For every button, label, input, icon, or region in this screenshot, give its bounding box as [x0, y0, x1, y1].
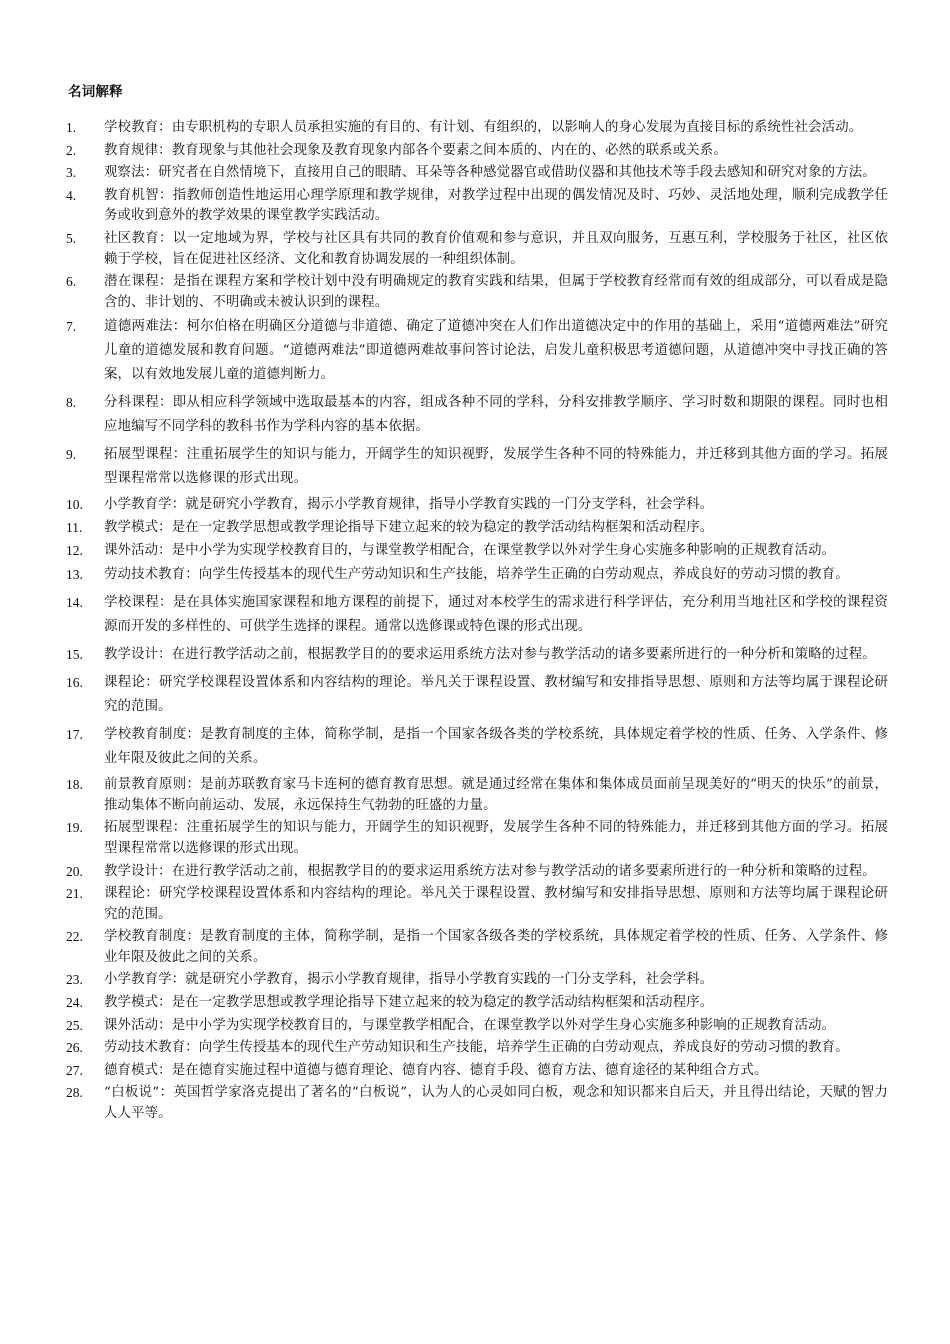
- item-number: 15.: [66, 647, 83, 663]
- item-number: 18.: [66, 777, 83, 793]
- list-item: [66, 970, 888, 991]
- list-item: [66, 1061, 888, 1082]
- item-definition: 小学教育学：就是研究小学教育，揭示小学教育规律，指导小学教育实践的一门分支学科，社会学科。: [104, 972, 714, 988]
- list-item: [66, 443, 888, 491]
- list-item: [66, 1083, 888, 1124]
- item-number: 20.: [66, 863, 83, 879]
- list-item: [66, 818, 888, 859]
- item-number: 16.: [66, 675, 83, 691]
- list-item: [66, 862, 888, 883]
- item-definition: 分科课程：即从相应科学领域中选取最基本的内容，组成各种不同的学科，分科安排教学顺序、学习时数和期限的课程。同时也相应地编写不同学科的教科书作为学科内容的基本依据。: [104, 395, 888, 435]
- item-definition: 拓展型课程：注重拓展学生的知识与能力，开阔学生的知识视野，发展学生各种不同的特殊能力，并迁移到其他方面的学习。拓展型课程常常以选修课的形式出现。: [104, 447, 888, 487]
- item-number: 4.: [66, 187, 77, 203]
- list-item: [66, 118, 888, 139]
- list-item: [66, 186, 888, 227]
- item-definition: 拓展型课程：注重拓展学生的知识与能力，开阔学生的知识视野，发展学生各种不同的特殊能力，并迁移到其他方面的学习。拓展型课程常常以选修课的形式出现。: [104, 820, 888, 856]
- list-item: [66, 563, 888, 587]
- item-number: 9.: [66, 447, 77, 463]
- item-definition: 教育规律：教育现象与其他社会现象及教育现象内部各个要素之间本质的、内在的、必然的联系或关系。: [104, 142, 727, 158]
- item-definition: 课程论：研究学校课程设置体系和内容结构的理论。举凡关于课程设置、教材编写和安排指导思想、原则和方法等均属于课程论研究的范围。: [104, 886, 888, 922]
- list-item: [66, 315, 888, 387]
- list-item: [66, 141, 888, 162]
- item-number: 27.: [66, 1062, 83, 1078]
- item-definition: 学校教育制度：是教育制度的主体，简称学制，是指一个国家各级各类的学校系统，具体规定着学校的性质、任务、入学条件、修业年限及彼此之间的关系。: [104, 929, 888, 965]
- item-definition: 学校课程：是在具体实施国家课程和地方课程的前提下，通过对本校学生的需求进行科学评估，充分利用当地社区和学校的课程资源而开发的多样性的、可供学生选择的课程。通常以选修课或特色课的形式出现。: [104, 595, 888, 635]
- item-definition: 教学模式：是在一定教学思想或教学理论指导下建立起来的较为稳定的教学活动结构框架和活动程序。: [104, 995, 714, 1011]
- item-number: 26.: [66, 1040, 83, 1056]
- list-item: [66, 775, 888, 816]
- item-number: 11.: [66, 519, 83, 535]
- item-number: 8.: [66, 395, 77, 411]
- list-item: [66, 272, 888, 313]
- item-definition: 潜在课程：是指在课程方案和学校计划中没有明确规定的教育实践和结果，但属于学校教育经常而有效的组成部分，可以看成是隐含的、非计划的、不明确或未被认识到的课程。: [104, 274, 888, 310]
- item-definition: 社区教育：以一定地域为界，学校与社区具有共同的教育价值观和参与意识，并且双向服务，互惠互利，学校服务于社区，社区依赖于学校，旨在促进社区经济、文化和教育协调发展的一种组织体制。: [104, 230, 888, 267]
- item-number: 3.: [66, 165, 77, 181]
- list-item: [66, 391, 888, 439]
- list-item: [66, 495, 888, 516]
- item-definition: “白板说”：英国哲学家洛克提出了著名的“白板说”，认为人的心灵如同白板，观念和知识都来自后天，并且得出结论，天赋的智力人人平等。: [104, 1085, 888, 1122]
- list-item: [66, 591, 888, 639]
- item-number: 28.: [66, 1085, 83, 1101]
- item-number: 23.: [66, 972, 83, 988]
- item-number: 19.: [66, 820, 83, 836]
- item-number: 5.: [66, 230, 77, 246]
- item-number: 24.: [66, 995, 83, 1011]
- item-definition: 教学模式：是在一定教学思想或教学理论指导下建立起来的较为稳定的教学活动结构框架和活动程序。: [104, 519, 714, 535]
- page-heading: 名词解释: [68, 84, 123, 100]
- item-definition: 学校教育制度：是教育制度的主体，简称学制，是指一个国家各级各类的学校系统，具体规定着学校的性质、任务、入学条件、修业年限及彼此之间的关系。: [104, 727, 888, 767]
- item-number: 25.: [66, 1017, 83, 1033]
- list-item: [66, 671, 888, 719]
- item-number: 10.: [66, 497, 83, 513]
- list-item: [66, 229, 888, 270]
- item-definition: 小学教育学：就是研究小学教育，揭示小学教育规律，指导小学教育实践的一门分支学科，社会学科。: [104, 497, 714, 513]
- list-item: [66, 1038, 888, 1059]
- item-definition: 劳动技术教育：向学生传授基本的现代生产劳动知识和生产技能，培养学生正确的白劳动观点，养成良好的劳动习惯的教育。: [104, 567, 849, 583]
- item-definition: 前景教育原则：是前苏联教育家马卡连柯的德育教育思想。就是通过经常在集体和集体成员面前呈现美好的“明天的快乐”的前景，推动集体不断向前运动、发展，永远保持生气勃勃的旺盛的力量。: [104, 777, 888, 813]
- list-item: [66, 518, 888, 539]
- item-number: 22.: [66, 929, 83, 945]
- list-item: [66, 1016, 888, 1037]
- item-definition: 道德两难法：柯尔伯格在明确区分道德与非道德、确定了道德冲突在人们作出道德决定中的作用的基础上，采用“道德两难法”研究儿童的道德发展和教育问题。“道德两难法”即道德两难故事问答讨论法，启发儿童积极思考道德问题，从道德冲突中寻找正确的答案，以有效地发展儿童的道德判断力。: [104, 319, 888, 383]
- item-number: 17.: [66, 727, 83, 743]
- item-number: 12.: [66, 542, 83, 558]
- item-definition: 课外活动：是中小学为实现学校教育目的，与课堂教学相配合，在课堂教学以外对学生身心实施多种影响的正规教育活动。: [104, 542, 836, 558]
- item-definition: 课程论：研究学校课程设置体系和内容结构的理论。举凡关于课程设置、教材编写和安排指导思想、原则和方法等均属于课程论研究的范围。: [104, 675, 888, 715]
- list-item: [66, 541, 888, 562]
- item-number: 1.: [66, 120, 77, 135]
- list-item: [66, 643, 888, 667]
- item-definition: 教学设计：在进行教学活动之前，根据教学目的的要求运用系统方法对参与教学活动的诸多要素所进行的一种分析和策略的过程。: [104, 647, 876, 663]
- term-list: [66, 118, 888, 1127]
- list-item: [66, 723, 888, 771]
- list-item: [66, 884, 888, 925]
- item-definition: 劳动技术教育：向学生传授基本的现代生产劳动知识和生产技能，培养学生正确的白劳动观点，养成良好的劳动习惯的教育。: [104, 1040, 849, 1056]
- list-item: [66, 163, 888, 184]
- item-definition: 课外活动：是中小学为实现学校教育目的，与课堂教学相配合，在课堂教学以外对学生身心实施多种影响的正规教育活动。: [104, 1017, 836, 1033]
- item-number: 21.: [66, 886, 83, 902]
- item-definition: 学校教育：由专职机构的专职人员承担实施的有目的、有计划、有组织的，以影响人的身心发展为直接目标的系统性社会活动。: [104, 120, 863, 135]
- item-definition: 观察法：研究者在自然情境下，直接用自己的眼睛、耳朵等各种感觉器官或借助仪器和其他技术等手段去感知和研究对象的方法。: [104, 165, 876, 181]
- item-number: 14.: [66, 595, 83, 611]
- item-definition: 教育机智：指教师创造性地运用心理学原理和教学规律，对教学过程中出现的偶发情况及时、巧妙、灵活地处理，顺利完成教学任务或收到意外的教学效果的课堂教学实践活动。: [104, 187, 888, 224]
- item-number: 6.: [66, 274, 77, 290]
- item-definition: 德育模式：是在德育实施过程中道德与德育理论、德育内容、德育手段、德育方法、德育途径的某种组合方式。: [104, 1062, 768, 1078]
- item-definition: 教学设计：在进行教学活动之前，根据教学目的的要求运用系统方法对参与教学活动的诸多要素所进行的一种分析和策略的过程。: [104, 863, 876, 879]
- item-number: 7.: [66, 319, 77, 335]
- list-item: [66, 993, 888, 1014]
- list-item: [66, 927, 888, 968]
- item-number: 13.: [66, 567, 83, 583]
- item-number: 2.: [66, 142, 77, 158]
